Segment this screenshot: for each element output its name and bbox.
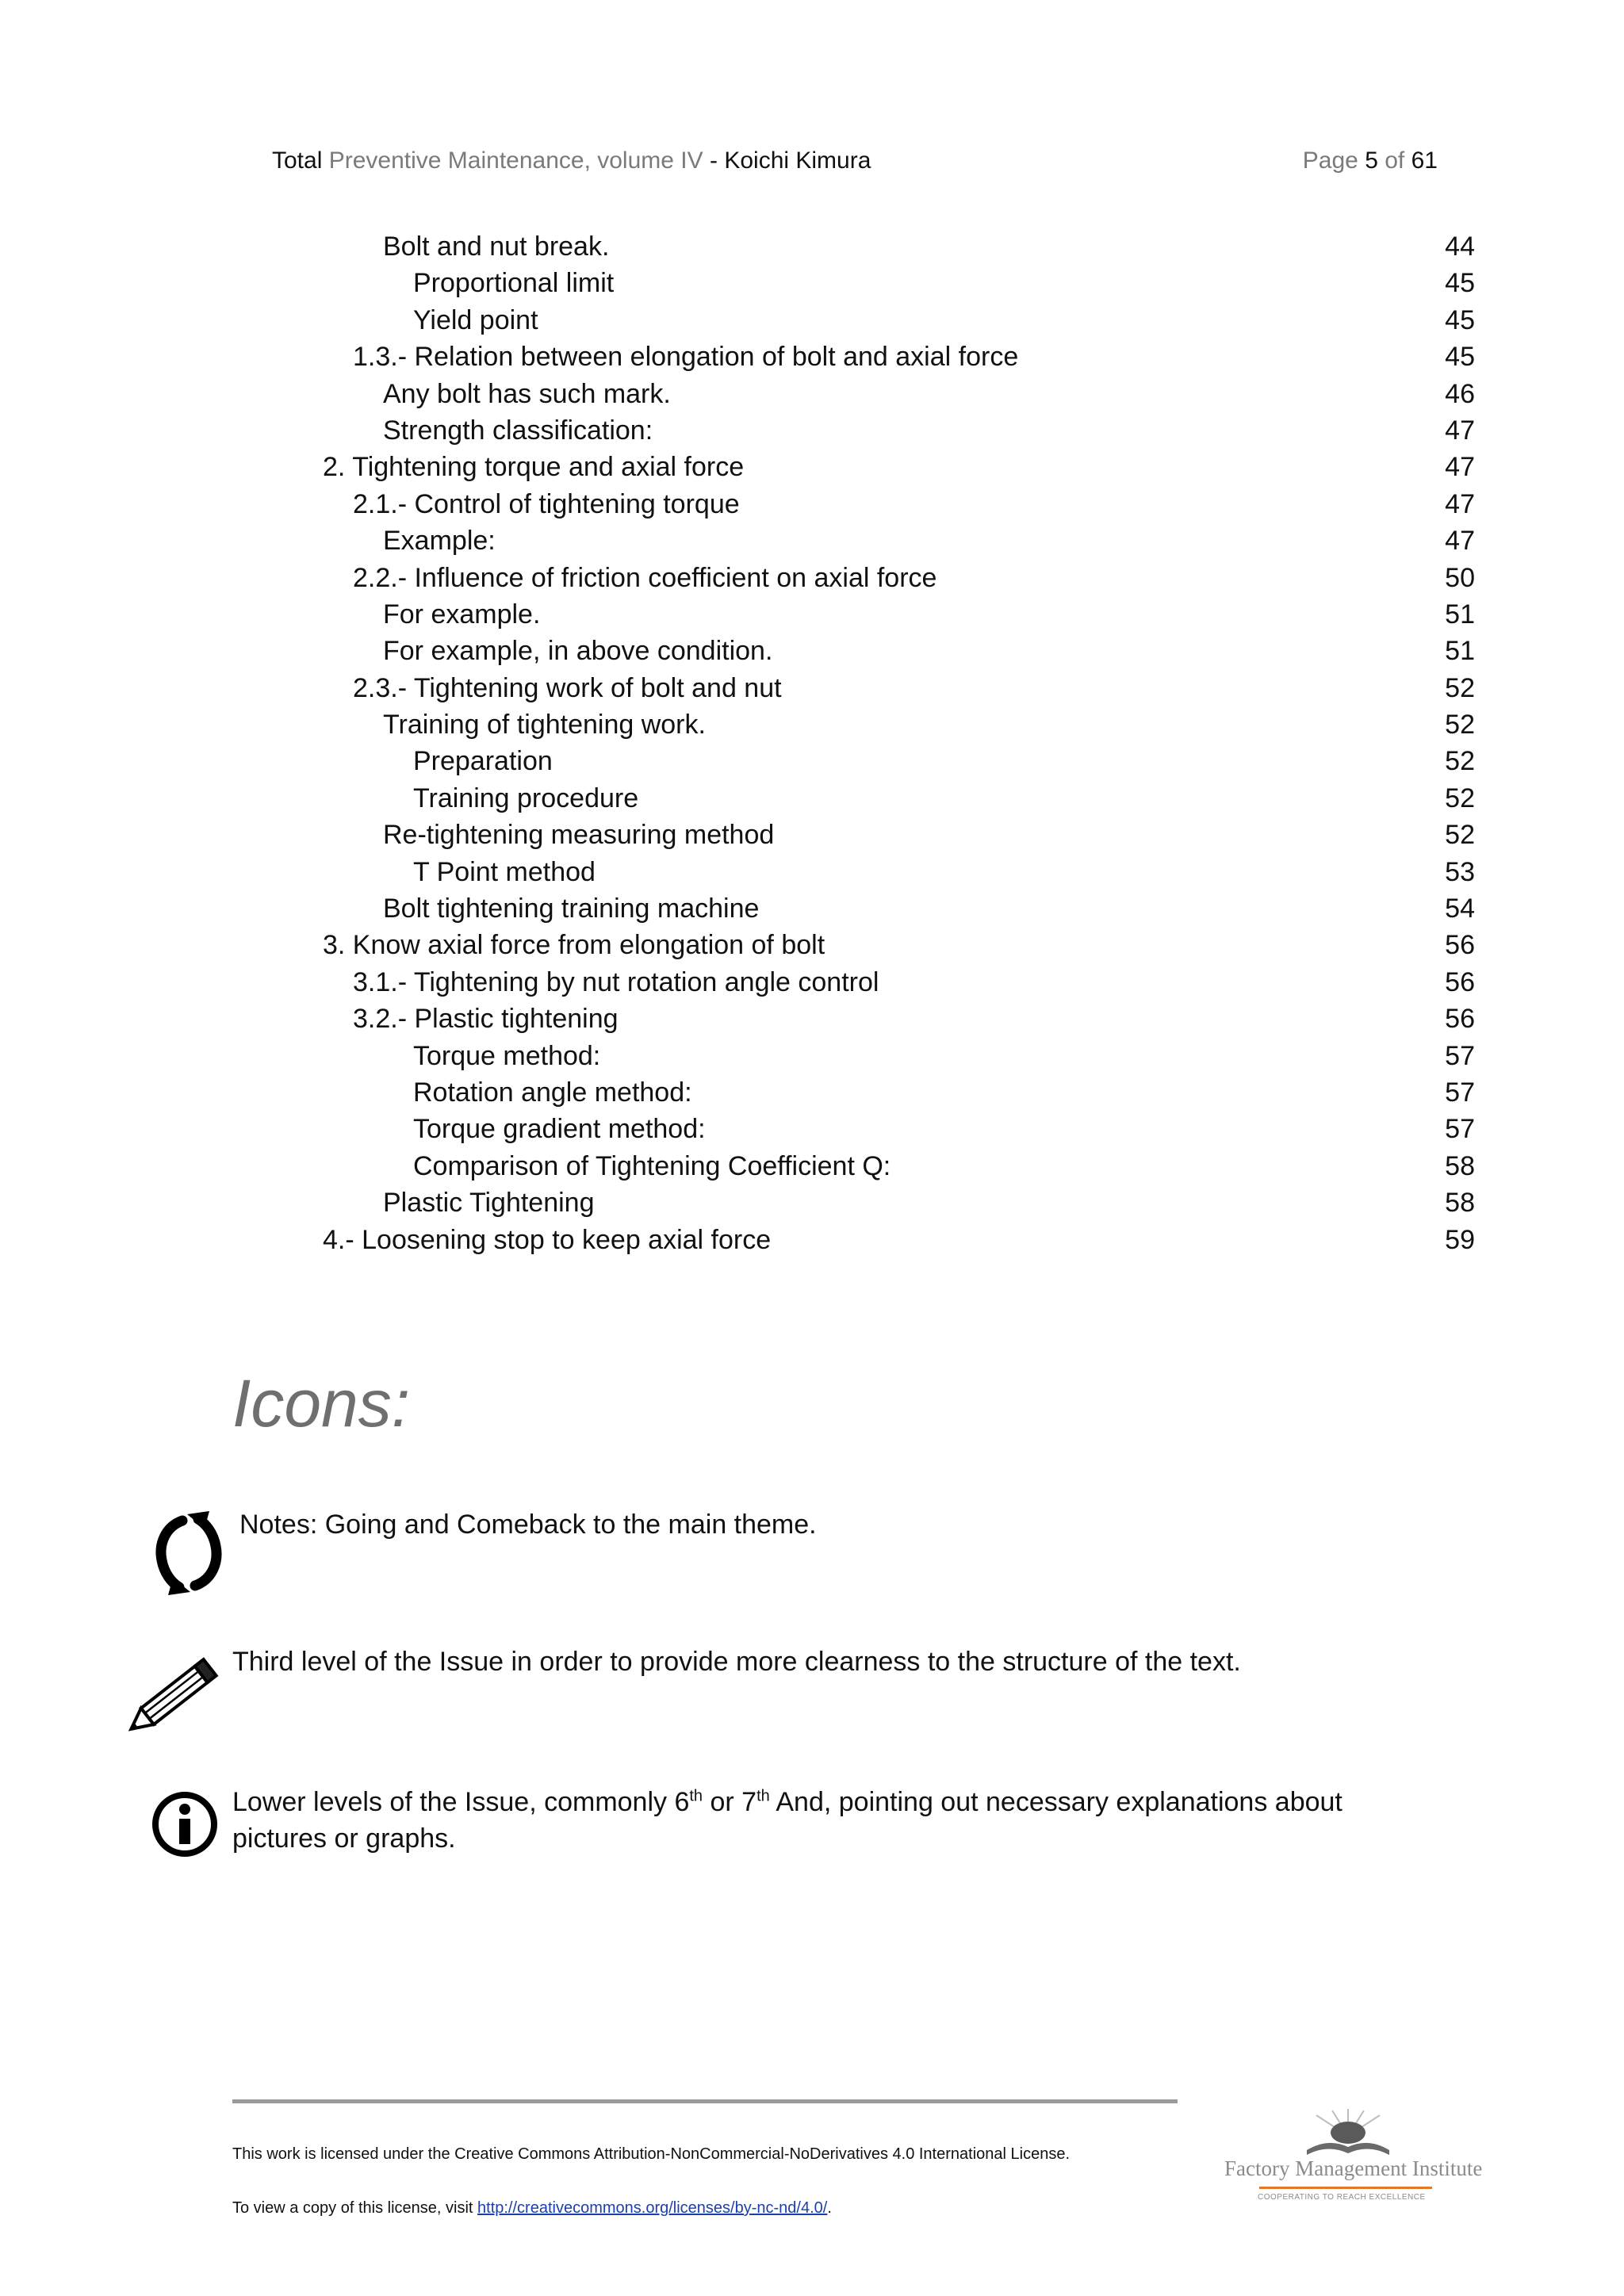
toc-entry-title: Torque method: [413,1040,601,1071]
notes-description: Notes: Going and Comeback to the main theme. [239,1510,817,1540]
toc-entry-page: 50 [1445,562,1475,593]
toc-entry-title: T Point method [413,856,596,887]
toc-entry-title: Preparation [413,746,553,777]
toc-entry-title: Bolt and nut break. [383,232,610,262]
toc-entry[interactable] [272,596,1475,633]
toc-entry[interactable] [272,633,1475,669]
toc-entry[interactable] [272,265,1475,301]
toc-entry-page: 56 [1445,930,1475,961]
logo-tagline: COOPERATING TO REACH EXCELLENCE [1258,2193,1426,2202]
info-icon [151,1790,219,1862]
toc-entry-title: For example, in above condition. [383,636,773,667]
license-link[interactable]: http://creativecommons.org/licenses/by-nc-nd/4.0/ [477,2199,828,2217]
toc-entry[interactable] [272,743,1475,779]
page-header [272,147,1438,182]
toc-entry-title: Training of tightening work. [383,710,706,740]
header-total-pages: 61 [1411,147,1438,174]
toc-entry[interactable] [272,1148,1475,1184]
icon-row-third-level [151,1644,1499,1747]
toc-entry-page: 52 [1445,820,1475,851]
header-page-count [1303,147,1438,174]
toc-entry-page: 57 [1445,1040,1475,1071]
icon-row-notes [151,1506,1499,1601]
table-of-contents [272,228,1475,1258]
toc-entry[interactable] [272,522,1475,559]
toc-entry-page: 52 [1445,710,1475,740]
toc-entry-title: Plastic Tightening [383,1188,595,1219]
toc-entry[interactable] [272,486,1475,522]
toc-entry-page: 57 [1445,1077,1475,1108]
lower-levels-text-a: Lower levels of the Issue, commonly 6 [232,1787,690,1817]
toc-entry-title: Strength classification: [383,415,653,446]
toc-entry-title: 2.1.- Control of tightening torque [353,488,740,519]
toc-entry-title: 4.- Loosening stop to keep axial force [323,1224,772,1255]
toc-entry[interactable] [272,1038,1475,1074]
toc-entry[interactable] [272,670,1475,706]
toc-entry[interactable] [272,1184,1475,1221]
toc-entry-title: Torque gradient method: [413,1114,706,1145]
toc-entry[interactable] [272,1111,1475,1147]
toc-entry-title: 3.2.- Plastic tightening [353,1004,619,1035]
pencil-icon [117,1650,228,1749]
header-title [272,147,871,174]
header-page-word: Page [1302,147,1358,174]
toc-entry-page: 47 [1445,488,1475,519]
toc-entry-page: 45 [1445,304,1475,335]
icon-row-lower-levels [151,1784,1499,1887]
toc-entry[interactable] [272,1222,1475,1258]
toc-entry-page: 51 [1445,636,1475,667]
toc-entry-title: For example. [383,599,541,629]
toc-entry[interactable] [272,817,1475,853]
toc-entry-page: 45 [1445,268,1475,299]
toc-entry-page: 46 [1445,378,1475,409]
toc-entry-page: 47 [1445,452,1475,483]
lower-levels-text-d: pictures or graphs. [232,1823,456,1854]
toc-entry-title: 2. Tightening torque and axial force [323,452,745,483]
toc-entry[interactable] [272,1074,1475,1111]
icons-section-title: Icons: [232,1366,411,1441]
toc-entry-page: 47 [1445,526,1475,557]
toc-entry[interactable] [272,302,1475,339]
header-book-title: Preventive Maintenance, volume IV [328,147,703,174]
license-statement: This work is licensed under the Creative Commons Attribution-NonCommercial-NoDerivatives 4.0 International License. [232,2145,1071,2163]
factory-management-institute-logo [1221,2109,1483,2212]
toc-entry-page: 56 [1445,1004,1475,1035]
header-page-number: 5 [1365,147,1378,174]
toc-entry[interactable] [272,339,1475,375]
toc-entry-title: Example: [383,526,496,557]
toc-entry-page: 56 [1445,966,1475,997]
toc-entry[interactable] [272,449,1475,485]
toc-entry-title: Re-tightening measuring method [383,820,775,851]
toc-entry[interactable] [272,890,1475,927]
toc-entry-title: 3.1.- Tightening by nut rotation angle control [353,966,879,997]
toc-entry-title: Comparison of Tightening Coefficient Q: [413,1150,891,1181]
toc-entry-page: 45 [1445,342,1475,373]
toc-entry-page: 57 [1445,1114,1475,1145]
toc-entry[interactable] [272,560,1475,596]
lower-levels-text-c: And, pointing out necessary explanations about [769,1787,1342,1817]
toc-entry-page: 58 [1445,1150,1475,1181]
header-of-word: of [1385,147,1405,174]
toc-entry-page: 52 [1445,746,1475,777]
toc-entry-page: 52 [1445,783,1475,813]
toc-entry[interactable] [272,412,1475,449]
toc-entry-title: Any bolt has such mark. [383,378,671,409]
header-total: Total [272,147,323,174]
logo-name: Factory Management Institute [1224,2156,1483,2180]
toc-entry[interactable] [272,376,1475,412]
toc-entry[interactable] [272,927,1475,963]
toc-entry-page: 53 [1445,856,1475,887]
toc-entry-title: Rotation angle method: [413,1077,692,1108]
toc-entry-title: Yield point [413,304,538,335]
toc-entry-title: Proportional limit [413,268,615,299]
toc-entry-page: 58 [1445,1188,1475,1219]
toc-entry-page: 47 [1445,415,1475,446]
toc-entry[interactable] [272,228,1475,265]
toc-entry-page: 54 [1445,894,1475,924]
header-dash: - [709,147,718,174]
toc-entry[interactable] [272,780,1475,817]
toc-entry-page: 44 [1445,232,1475,262]
third-level-description: Third level of the Issue in order to provide more clearness to the structure of the text. [232,1647,1241,1677]
superscript-th: th [756,1787,770,1805]
toc-entry-title: 3. Know axial force from elongation of bolt [323,930,825,961]
toc-entry[interactable] [272,1001,1475,1037]
book-sunrise-icon [1221,2109,1475,2160]
toc-entry-page: 59 [1445,1224,1475,1255]
toc-entry-page: 52 [1445,672,1475,703]
license-link-prefix: To view a copy of this license, visit [232,2199,478,2217]
toc-entry-page: 51 [1445,599,1475,629]
toc-entry-title: 2.3.- Tightening work of bolt and nut [353,672,782,703]
license-link-line [232,2199,832,2218]
lower-levels-description [232,1784,1469,1857]
superscript-th: th [689,1787,703,1805]
toc-entry-title: Bolt tightening training machine [383,894,760,924]
toc-entry[interactable] [272,854,1475,890]
toc-entry[interactable] [272,706,1475,743]
toc-entry-title: 1.3.- Relation between elongation of bolt and axial force [353,342,1019,373]
lower-levels-text-b: or 7 [703,1787,757,1817]
license-link-suffix: . [827,2199,832,2217]
refresh-arrows-icon [151,1510,227,1601]
logo-orange-rule [1259,2187,1432,2189]
toc-entry-title: 2.2.- Influence of friction coefficient on axial force [353,562,937,593]
toc-entry-title: Training procedure [413,783,639,813]
toc-entry[interactable] [272,964,1475,1001]
footer-divider [232,2099,1178,2103]
header-author: Koichi Kimura [724,147,871,174]
